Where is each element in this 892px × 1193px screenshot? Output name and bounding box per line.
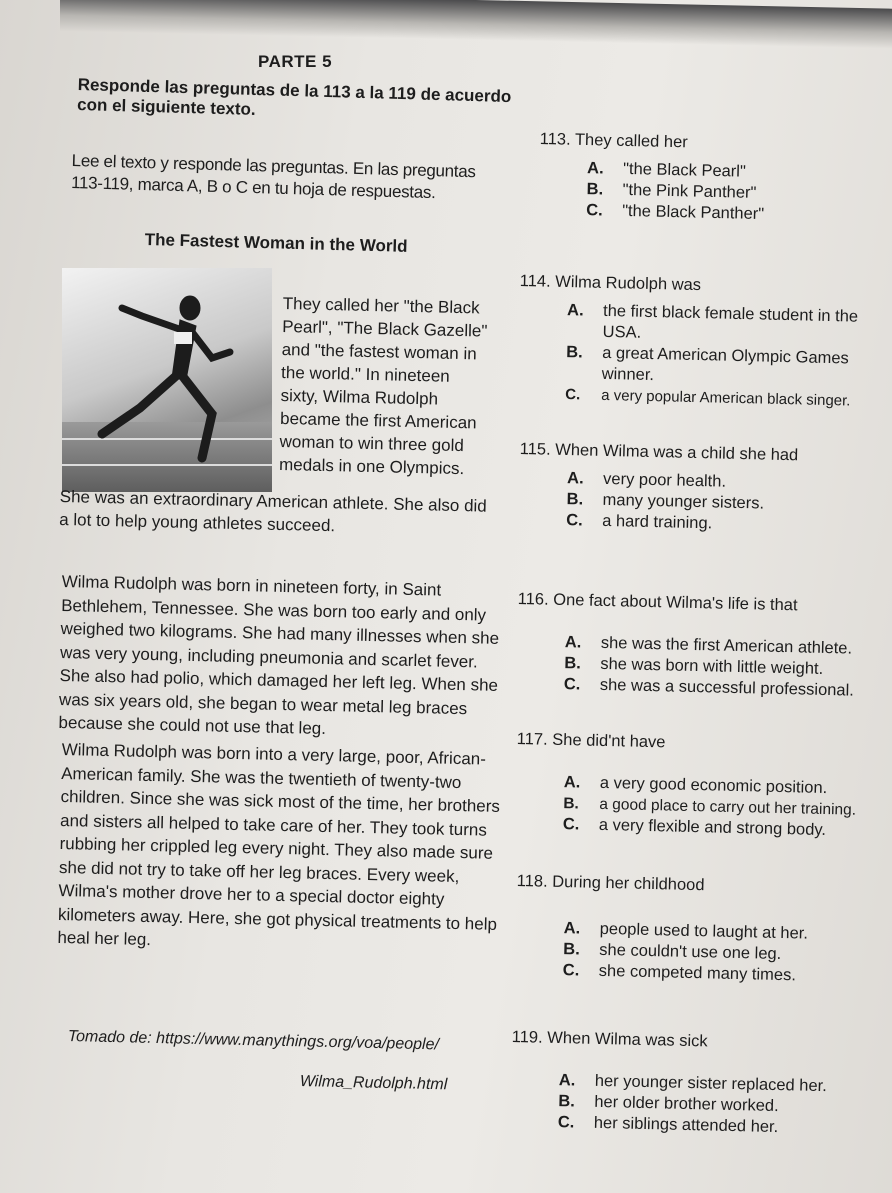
story-paragraph-3: Wilma Rudolph was born into a very large, poor, African-American family. She was the twentieth of twenty-two children. Since she was sick most of the time, her brothers and sisters all helped to take care of her. They took turns rubbing her crippled leg every night. They also made sure she did not try to take off her leg braces. Every week, Wilma's mother drove her to a special doctor eighty kilometers away. Here, she got physical treatments to help heal her leg.: [57, 739, 501, 950]
option-c[interactable]: C. a very popular American black singer.: [565, 386, 851, 410]
option-c[interactable]: C. "the Black Panther": [585, 201, 765, 224]
source-citation: Tomado de: https://www.manythings.org/voa/people/: [67, 1028, 440, 1054]
instruction-detail: Lee el texto y responde las preguntas. En las preguntas 113-119, marca A, B o C en tu hoja de respuestas.: [70, 150, 476, 203]
question-119: [510, 1028, 877, 1140]
question-stem: 113. They called her: [539, 130, 688, 152]
option-c[interactable]: C. a very flexible and strong body.: [562, 815, 827, 840]
question-stem: 114. Wilma Rudolph was: [519, 272, 702, 295]
option-b[interactable]: B. "the Pink Panther": [586, 180, 757, 202]
option-b[interactable]: B. her older brother worked.: [558, 1092, 779, 1116]
option-a[interactable]: A. the first black female student in the USA.: [566, 301, 859, 342]
option-c[interactable]: C. she was a successful professional.: [563, 675, 855, 700]
source-citation-file: Wilma_Rudolph.html: [299, 1073, 448, 1094]
option-a[interactable]: A. a very good economic position.: [563, 773, 828, 798]
question-stem: 118. During her childhood: [516, 872, 705, 895]
question-stem: 119. When Wilma was sick: [511, 1028, 708, 1051]
option-c[interactable]: C. she competed many times.: [562, 961, 797, 985]
option-b[interactable]: B. many younger sisters.: [566, 490, 765, 513]
section-heading: PARTE 5: [258, 52, 333, 71]
question-115: [518, 440, 875, 538]
story-intro-continued: She was an extraordinary American athlete. She also did a lot to help young athletes succeed.: [59, 486, 487, 536]
option-a[interactable]: A. "the Black Pearl": [586, 159, 746, 181]
question-118: [515, 872, 877, 988]
story-title: The Fastest Woman in the World: [144, 230, 408, 256]
question-113: [538, 130, 880, 228]
option-b[interactable]: B. she was born with little weight.: [564, 654, 824, 678]
instruction-line: Responde las preguntas de la 113 a la 119 de acuerdo con el siguiente texto.: [76, 75, 512, 119]
option-b[interactable]: B. a good place to carry out her training.: [563, 795, 857, 819]
runner-photo: [62, 268, 272, 492]
question-stem: 115. When Wilma was a child she had: [519, 440, 799, 465]
option-a[interactable]: A. people used to laught at her.: [563, 919, 809, 943]
runner-figure: [62, 268, 272, 492]
option-a[interactable]: A. she was the first American athlete.: [564, 633, 853, 658]
page-shadow: [60, 0, 892, 49]
question-stem: 116. One fact about Wilma's life is that: [517, 590, 798, 615]
option-b[interactable]: B. a great American Olympic Games winner.: [565, 343, 849, 385]
story-intro: They called her "the Black Pearl", "The Black Gazelle" and "the fastest woman in the world." In nineteen sixty, Wilma Rudolph became the first American woman to win three gold medals in one Olympics.: [278, 293, 488, 479]
option-a[interactable]: A. very poor health.: [566, 469, 727, 491]
question-stem: 117. She did'nt have: [516, 730, 666, 752]
option-c[interactable]: C. her siblings attended her.: [557, 1113, 779, 1137]
story-paragraph-2: Wilma Rudolph was born in nineteen forty, in Saint Bethlehem, Tennessee. She was born too early and only weighed two kilograms. She had many illnesses when she was very young, including pneumonia and scarlet fever. She also had polio, which damaged her left leg. When she was six years old, she began to wear metal leg braces because she could not use that leg.: [58, 571, 500, 739]
question-116: [516, 590, 878, 702]
option-a[interactable]: A. her younger sister replaced her.: [558, 1071, 828, 1096]
option-c[interactable]: C. a hard training.: [565, 511, 713, 533]
question-114: [517, 272, 875, 412]
question-117: [515, 730, 879, 842]
option-b[interactable]: B. she couldn't use one leg.: [563, 940, 782, 964]
